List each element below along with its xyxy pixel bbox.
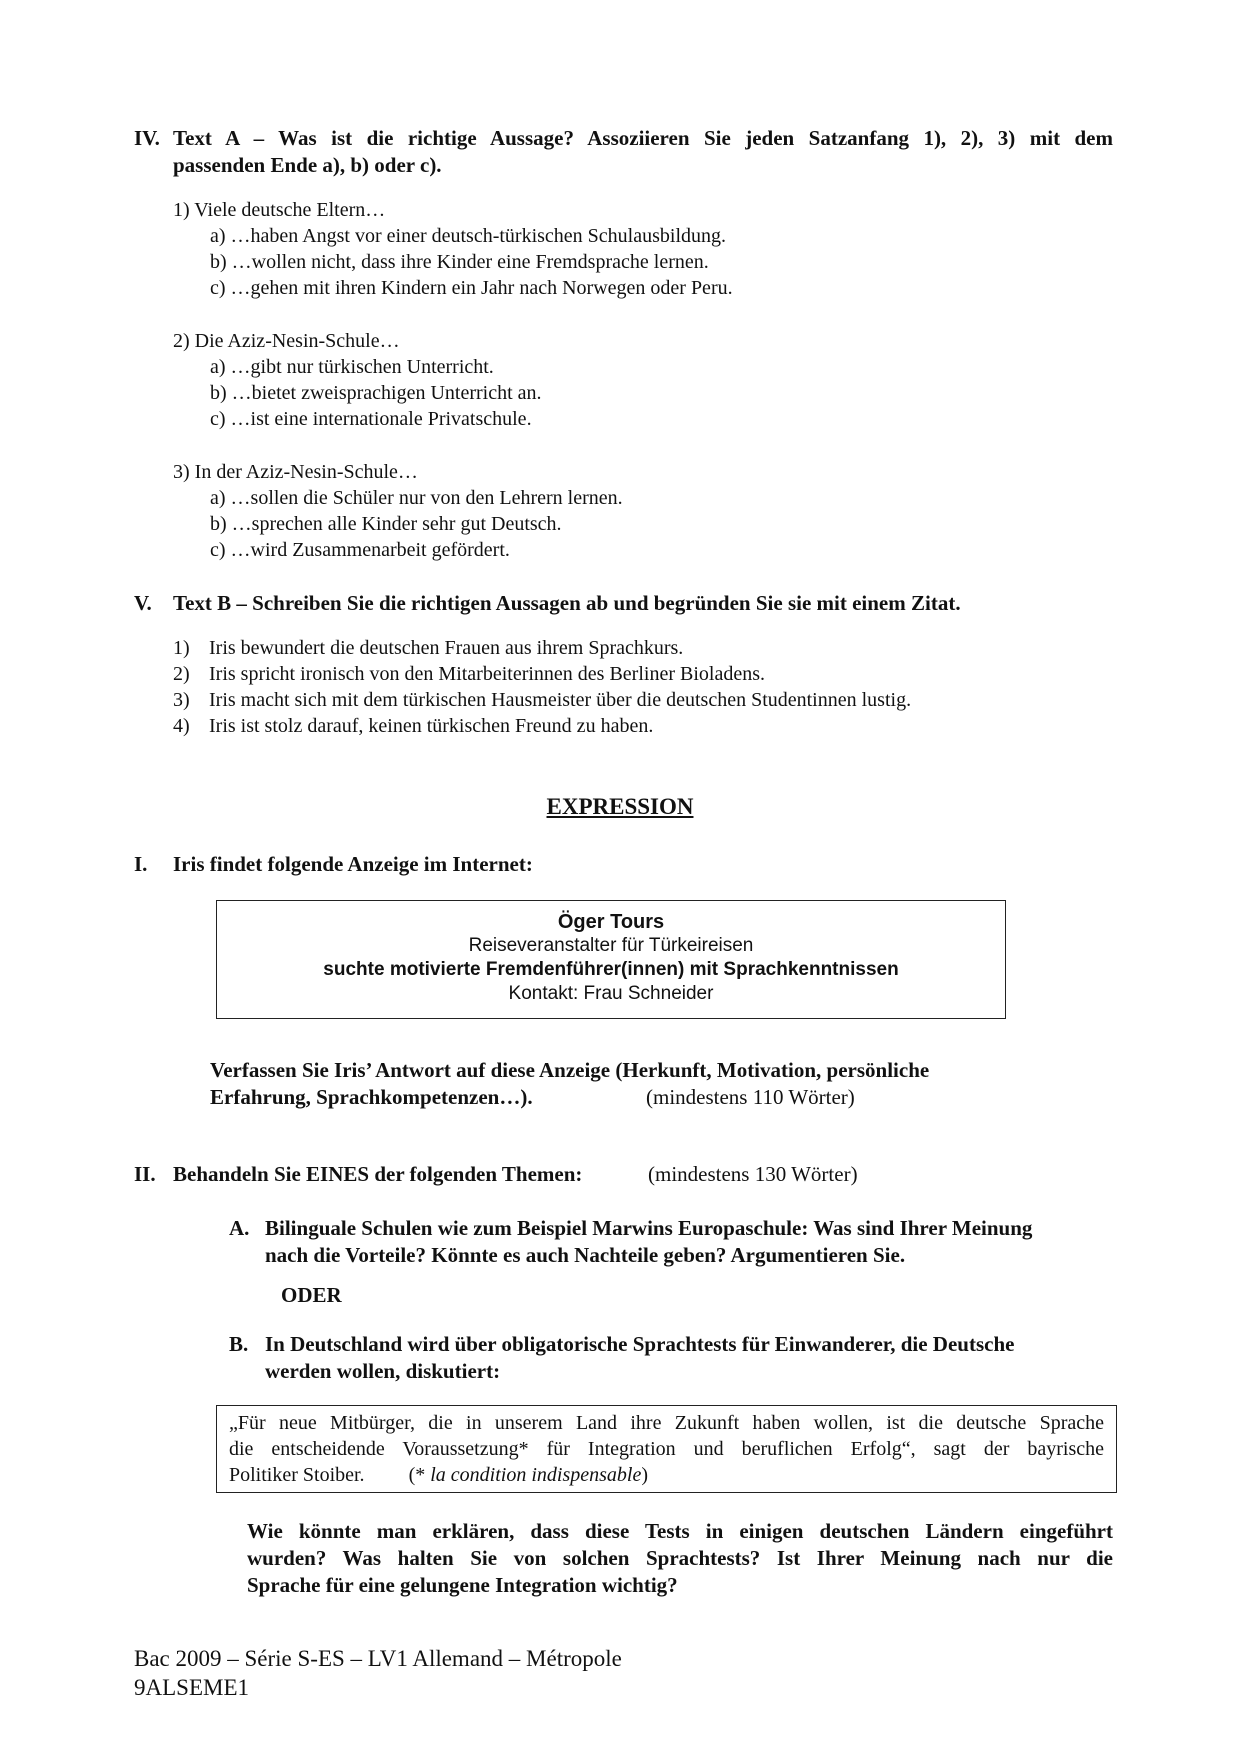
q2-option-b: b) …bietet zweisprachigen Unterricht an.	[210, 382, 542, 404]
section-v-label: V.	[134, 591, 152, 615]
question-line2: wurden? Was halten Sie von solchen Sprachtests? Ist Ihrer Meinung nach nur die	[247, 1546, 1113, 1570]
section-iv-title-line2: passenden Ende a), b) oder c).	[173, 153, 442, 177]
quote-box	[216, 1405, 1117, 1493]
section-v-item	[173, 661, 765, 687]
q2-stem: 2) Die Aziz-Nesin-Schule…	[173, 330, 400, 352]
ad-search: suchte motivierte Fremdenführer(innen) mit Sprachkenntnissen	[323, 959, 899, 980]
q2-option-a: a) …gibt nur türkischen Unterricht.	[210, 356, 494, 378]
q3-stem: 3) In der Aziz-Nesin-Schule…	[173, 461, 418, 483]
footnote-text: la condition indispensable	[430, 1464, 642, 1486]
section-v-item-text: Iris ist stolz darauf, keinen türkischen Freund zu haben.	[209, 715, 654, 737]
footer-line1: Bac 2009 – Série S-ES – LV1 Allemand – Métropole	[134, 1646, 622, 1671]
q2-option-c: c) …ist eine internationale Privatschule.	[210, 408, 532, 430]
section-v-item	[173, 635, 683, 661]
quote-line3	[229, 1462, 648, 1488]
footer-line2: 9ALSEME1	[134, 1675, 249, 1700]
topic-a-label: A.	[229, 1216, 250, 1240]
topic-b-line1: In Deutschland wird über obligatorische Sprachtests für Einwanderer, die Deutsche	[265, 1332, 1015, 1356]
section-v-item-text: Iris spricht ironisch von den Mitarbeiterinnen des Berliner Bioladens.	[209, 663, 765, 685]
topic-b-line2: werden wollen, diskutiert:	[265, 1359, 501, 1383]
q3-option-c: c) …wird Zusammenarbeit gefördert.	[210, 539, 510, 561]
topic-a-line1: Bilinguale Schulen wie zum Beispiel Marwins Europaschule: Was sind Ihrer Meinung	[265, 1216, 1033, 1240]
quote-line1: „Für neue Mitbürger, die in unserem Land ihre Zukunft haben wollen, ist die deutsche Sprache	[229, 1412, 1104, 1434]
section-v-item-text: Iris macht sich mit dem türkischen Hausmeister über die deutschen Studentinnen lustig.	[209, 689, 912, 711]
q1-option-c: c) …gehen mit ihren Kindern ein Jahr nach Norwegen oder Peru.	[210, 277, 733, 299]
section-v-item-number: 4)	[173, 715, 190, 737]
quote-author: Politiker Stoiber.	[229, 1464, 365, 1486]
q1-stem: 1) Viele deutsche Eltern…	[173, 199, 386, 221]
section-iv-label: IV.	[134, 126, 160, 150]
expr-i-label: I.	[134, 852, 148, 876]
section-v-item	[173, 713, 653, 739]
topic-b-label: B.	[229, 1332, 249, 1356]
expression-heading: EXPRESSION	[546, 794, 694, 819]
q3-option-b: b) …sprechen alle Kinder sehr gut Deutsch.	[210, 513, 562, 535]
section-v-item	[173, 687, 911, 713]
ad-company: Öger Tours	[557, 911, 665, 933]
q3-option-a: a) …sollen die Schüler nur von den Lehrern lernen.	[210, 487, 623, 509]
question-line3: Sprache für eine gelungene Integration wichtig?	[247, 1573, 678, 1597]
expr-i-task-line2: Erfahrung, Sprachkompetenzen…).	[210, 1085, 533, 1109]
expr-i-task-line1: Verfassen Sie Iris’ Antwort auf diese Anzeige (Herkunft, Motivation, persönliche	[210, 1058, 930, 1082]
expr-ii-word-count: (mindestens 130 Wörter)	[648, 1162, 858, 1186]
section-iv-title-line1: Text A – Was ist die richtige Aussage? Assoziieren Sie jeden Satzanfang 1), 2), 3) mit dem	[173, 126, 1113, 150]
quote-line2: die entscheidende Voraussetzung* für Integration und beruflichen Erfolg“, sagt der bayrische	[229, 1438, 1104, 1460]
section-v-item-number: 2)	[173, 663, 190, 685]
expr-ii-title: Behandeln Sie EINES der folgenden Themen:	[173, 1162, 583, 1186]
topic-a-line2: nach die Vorteile? Könnte es auch Nachteile geben? Argumentieren Sie.	[265, 1243, 906, 1267]
ad-subtitle: Reiseveranstalter für Türkeireisen	[468, 935, 754, 956]
section-v-title: Text B – Schreiben Sie die richtigen Aussagen ab und begründen Sie sie mit einem Zitat.	[173, 591, 961, 615]
q1-option-a: a) …haben Angst vor einer deutsch-türkischen Schulausbildung.	[210, 225, 726, 247]
section-v-item-number: 3)	[173, 689, 190, 711]
expr-i-title: Iris findet folgende Anzeige im Internet:	[173, 852, 533, 876]
question-line1: Wie könnte man erklären, dass diese Tests in einigen deutschen Ländern eingeführt	[247, 1519, 1113, 1543]
ad-box	[216, 900, 1006, 1019]
expr-i-word-count: (mindestens 110 Wörter)	[646, 1085, 855, 1109]
q1-option-b: b) …wollen nicht, dass ihre Kinder eine Fremdsprache lernen.	[210, 251, 709, 273]
footnote-prefix: (*	[408, 1464, 431, 1486]
expr-ii-label: II.	[134, 1162, 156, 1186]
footnote-suffix: )	[641, 1464, 648, 1486]
section-v-item-text: Iris bewundert die deutschen Frauen aus ihrem Sprachkurs.	[209, 637, 684, 659]
section-v-item-number: 1)	[173, 637, 190, 659]
ad-contact: Kontakt: Frau Schneider	[508, 983, 714, 1004]
oder-label: ODER	[281, 1283, 342, 1307]
